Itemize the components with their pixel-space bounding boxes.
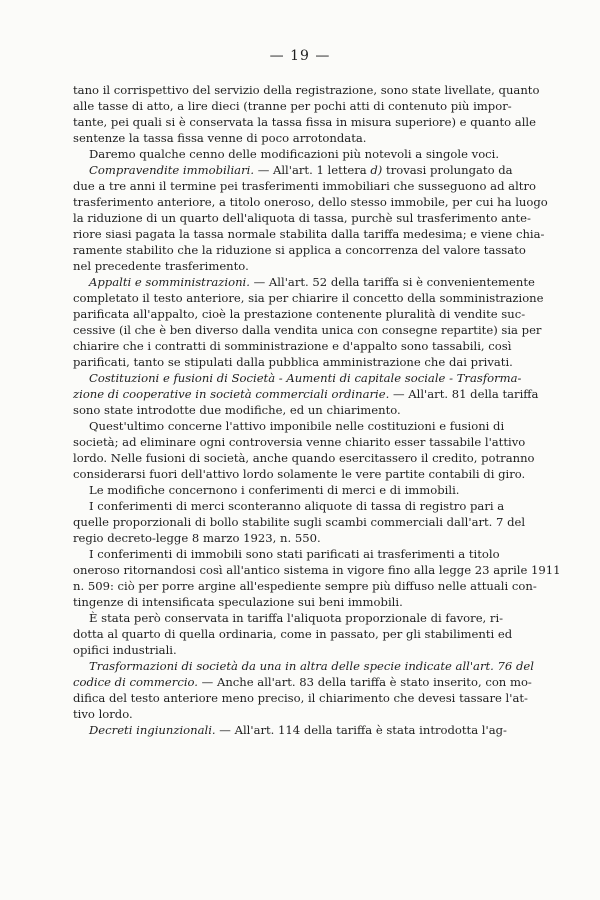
text-run: società; ad eliminare ogni controversia venne chiarito esser tassabile l'attivo	[73, 435, 526, 449]
text-run: opifici industriali.	[73, 643, 177, 657]
text-run: cessive (il che è ben diverso dalla vendita unica con consegne repartite) sia per	[73, 323, 542, 337]
text-line	[73, 722, 507, 738]
text-run: quelle proporzionali di bollo stabilite sugli scambi commerciali dall'art. 7 del	[73, 515, 526, 529]
text-run: alle tasse di atto, a lire dieci (tranne per pochi atti di contenuto più impor-	[73, 99, 512, 113]
text-run: riore siasi pagata la tassa normale stabilita dalla tariffa medesima; e viene chia-	[73, 227, 545, 241]
text-line	[73, 82, 540, 98]
text-run: nel precedente trasferimento.	[73, 259, 249, 273]
text-run: I conferimenti di merci sconteranno aliquote di tassa di registro pari a	[89, 499, 505, 513]
italic-heading: codice di commercio.	[73, 675, 198, 689]
text-run: n. 509: ciò per porre argine all'espediente sempre più diffuso nelle attuali con-	[73, 579, 537, 593]
text-run: trovasi prolungato da	[382, 163, 513, 177]
text-run: due a tre anni il termine pei trasferimenti immobiliari che susseguono ad altro	[73, 179, 536, 193]
text-line	[73, 434, 526, 450]
text-line	[73, 706, 463, 722]
text-line	[73, 514, 526, 530]
text-run: completato il testo anteriore, sia per chiarire il concetto della somministrazione	[73, 291, 544, 305]
text-line	[73, 482, 463, 498]
italic-heading: Costituzioni e fusioni di Società - Aumenti di capitale sociale - Trasforma-	[89, 371, 522, 385]
text-line	[73, 194, 548, 210]
text-line	[73, 162, 513, 178]
text-line	[73, 690, 528, 706]
text-line	[73, 418, 505, 434]
text-run: Le modifiche concernono i conferimenti di merci e di immobili.	[89, 483, 460, 497]
italic-heading: Compravendite immobiliari.	[89, 163, 255, 177]
text-line	[73, 546, 500, 562]
text-line	[73, 658, 534, 674]
text-line	[73, 114, 536, 130]
italic-heading: d)	[370, 163, 383, 177]
text-run: la riduzione di un quarto dell'aliquota di tassa, purchè sul trasferimento ante-	[73, 211, 531, 225]
text-line	[73, 386, 539, 402]
text-line	[73, 610, 504, 626]
text-line	[73, 290, 544, 306]
body-text	[73, 82, 561, 738]
text-run: sentenze la tassa fissa venne di poco arrotondata.	[73, 131, 367, 145]
text-run: tano il corrispettivo del servizio della registrazione, sono state livellate, quanto	[73, 83, 540, 97]
text-line	[73, 642, 463, 658]
text-run: — All'art. 1 lettera	[254, 163, 371, 177]
text-run: ramente stabilito che la riduzione si applica a concorrenza del valore tassato	[73, 243, 526, 257]
text-run: — All'art. 52 della tariffa si è convenientemente	[249, 275, 535, 289]
text-run: trasferimento anteriore, a titolo oneroso, dello stesso immobile, per cui ha luogo	[73, 195, 548, 209]
text-run: considerarsi fuori dell'attivo lordo solamente le vere partite contabili di giro.	[73, 467, 526, 481]
text-line	[73, 594, 463, 610]
text-line	[73, 354, 513, 370]
text-line	[73, 466, 526, 482]
text-run: — Anche all'art. 83 della tariffa è stato inserito, con mo-	[197, 675, 532, 689]
text-line	[73, 130, 463, 146]
text-run: tingenze di intensificata speculazione sui beni immobili.	[73, 595, 403, 609]
text-line	[73, 562, 561, 578]
text-line	[73, 242, 526, 258]
text-run: regio decreto-legge 8 marzo 1923, n. 550.	[73, 531, 321, 545]
text-run: difica del testo anteriore meno preciso, il chiarimento che devesi tassare l'at-	[73, 691, 528, 705]
text-run: parificata all'appalto, cioè la prestazione contenente pluralità di vendite suc-	[73, 307, 526, 321]
text-line	[73, 498, 505, 514]
text-run: tivo lordo.	[73, 707, 133, 721]
text-line	[73, 178, 536, 194]
text-line	[73, 370, 522, 386]
text-run: dotta al quarto di quella ordinaria, come in passato, per gli stabilimenti ed	[73, 627, 513, 641]
page-number: — 19 —	[269, 48, 331, 64]
text-line	[73, 322, 542, 338]
text-run: — All'art. 81 della tariffa	[389, 387, 539, 401]
text-line	[73, 306, 526, 322]
text-run: È stata però conservata in tariffa l'aliquota proporzionale di favore, ri-	[89, 611, 504, 625]
text-run: tante, pei quali si è conservata la tassa fissa in misura superiore) e quanto alle	[73, 115, 536, 129]
text-line	[73, 146, 500, 162]
text-run: parificati, tanto se stipulati dalla pubblica amministrazione che dai privati.	[73, 355, 513, 369]
text-line	[73, 626, 513, 642]
text-run: Quest'ultimo concerne l'attivo imponibile nelle costituzioni e fusioni di	[89, 419, 505, 433]
italic-heading: zione di cooperative in società commerciali ordinarie.	[73, 387, 390, 401]
italic-heading: Decreti ingiunzionali.	[89, 723, 216, 737]
italic-heading: Appalti e somministrazioni.	[89, 275, 250, 289]
text-line	[73, 530, 463, 546]
text-line	[73, 226, 545, 242]
text-line	[73, 674, 532, 690]
text-line	[73, 338, 512, 354]
italic-heading: Trasformazioni di società da una in altra delle specie indicate all'art. 76 del	[89, 659, 534, 673]
text-run: Daremo qualche cenno delle modificazioni più notevoli a singole voci.	[89, 147, 500, 161]
text-run: lordo. Nelle fusioni di società, anche quando esercitassero il credito, potranno	[73, 451, 535, 465]
text-run: chiarire che i contratti di somministrazione e d'appalto sono tassabili, così	[73, 339, 512, 353]
text-run: sono state introdotte due modifiche, ed un chiarimento.	[73, 403, 401, 417]
text-run: — All'art. 114 della tariffa è stata introdotta l'ag-	[215, 723, 507, 737]
text-line	[73, 402, 463, 418]
text-line	[73, 578, 537, 594]
text-line	[73, 274, 535, 290]
text-line	[73, 210, 531, 226]
text-run: I conferimenti di immobili sono stati parificati ai trasferimenti a titolo	[89, 547, 500, 561]
text-line	[73, 98, 512, 114]
text-line	[73, 258, 463, 274]
text-line	[73, 450, 535, 466]
text-run: oneroso ritornandosi così all'antico sistema in vigore fino alla legge 23 aprile 1911	[73, 563, 561, 577]
